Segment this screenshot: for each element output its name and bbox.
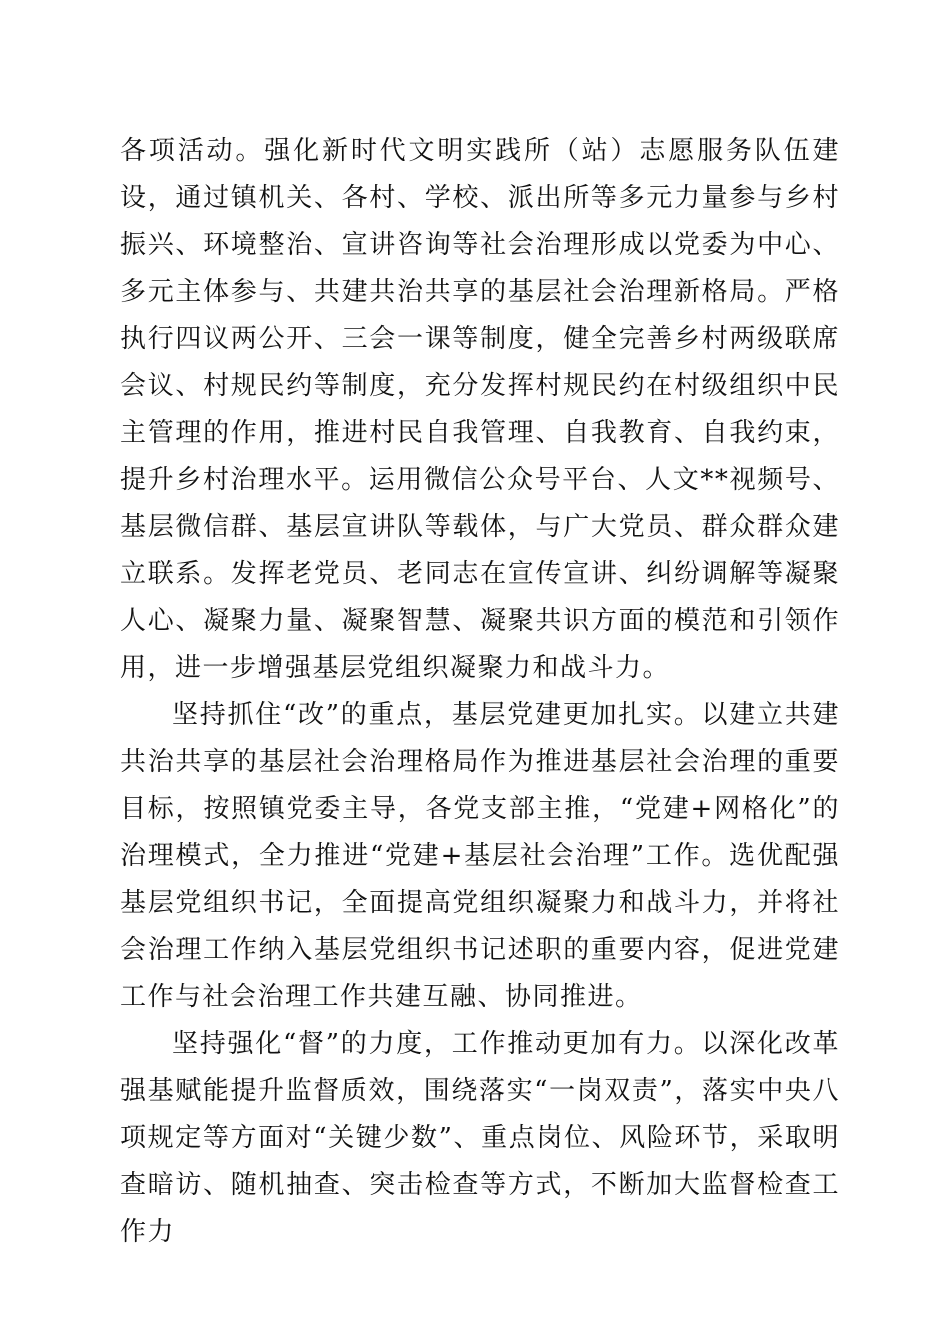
paragraph-activities: 各项活动。强化新时代文明实践所（站）志愿服务队伍建设，通过镇机关、各村、学校、派出所等多元力量参与乡村振兴、环境整治、宣讲咨询等社会治理形成以党委为中心、多元主体参与、共建共治共享的基层社会治理新格局。严格执行四议两公开、三会一课等制度，健全完善乡村两级联席会议、村规民约等制度，充分发挥村规民约在村级组织中民主管理的作用，推进村民自我管理、自我教育、自我约束，提升乡村治理水平。运用微信公众号平台、人文**视频号、基层微信群、基层宣讲队等载体，与广大党员、群众群众建立联系。发挥老党员、老同志在宣传宣讲、纠纷调解等凝聚人心、凝聚力量、凝聚智慧、凝聚共识方面的模范和引领作用，进一步增强基层党组织凝聚力和战斗力。 (120, 136, 840, 683)
paragraph-reform: 坚持抓住“改”的重点，基层党建更加扎实。以建立共建共治共享的基层社会治理格局作为推进基层社会治理的重要目标，按照镇党委主导，各党支部主推，“党建+网格化”的治理模式，全力推进“党建+基层社会治理”工作。选优配强基层党组织书记，全面提高党组织凝聚力和战斗力，并将社会治理工作纳入基层党组织书记述职的重要内容，促进党建工作与社会治理工作共建互融、协同推进。 (120, 700, 840, 1012)
document-body (120, 128, 840, 1256)
paragraph-supervision: 坚持强化“督”的力度，工作推动更加有力。以深化改革强基赋能提升监督质效，围绕落实“一岗双责”，落实中央八项规定等方面对“关键少数”、重点岗位、风险环节，采取明查暗访、随机抽查、突击检查等方式，不断加大监督检查工作力 (120, 1029, 840, 1247)
